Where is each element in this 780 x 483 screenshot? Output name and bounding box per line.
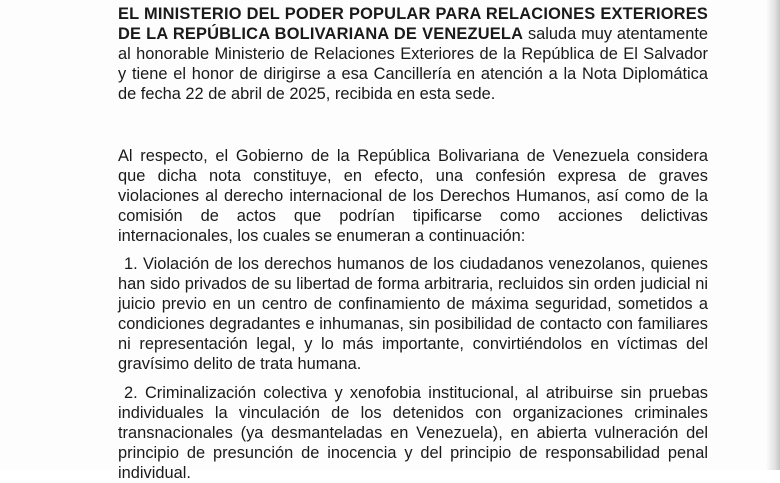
page-edge-shadow bbox=[766, 0, 780, 470]
list-item-number: 2. bbox=[124, 384, 138, 402]
opening-paragraph bbox=[118, 4, 708, 104]
list-item-text: Criminalización colectiva y xenofobia institucional, al atribuirse sin pruebas individuales la vinculación de los detenidos con organizaciones criminales transnacionales (ya desmanteladas en Venezuela), en abierta vulneración del principio de presunción de inocencia y del principio de responsabilidad penal individual. bbox=[118, 384, 708, 482]
list-item bbox=[118, 383, 708, 483]
list-item bbox=[118, 254, 708, 374]
ministry-name: EL MINISTERIO DEL PODER POPULAR PARA RELACIONES EXTERIORES DE LA REPÚBLICA BOLIVARIANA DE VENEZUELA bbox=[118, 5, 708, 43]
list-item-text: Violación de los derechos humanos de los ciudadanos venezolanos, quienes han sido privados de su libertad de forma arbitraria, recluidos sin orden judicial ni juicio previo en un centro de confinamiento de máxima seguridad, sometidos a condiciones degradantes e inhumanas, sin posibilidad de contacto con familiares ni representación legal, y lo más importante, convirtiéndolos en víctimas del gravísimo delito de trata humana. bbox=[118, 255, 708, 373]
context-paragraph: Al respecto, el Gobierno de la República Bolivariana de Venezuela considera que dicha nota constituye, en efecto, una confesión expresa de graves violaciones al derecho internacional de los Derechos Humanos, así como de la comisión de actos que podrían tipificarse como acciones delictivas internacionales, los cuales se enumeran a continuación: bbox=[118, 147, 708, 245]
opening-text: saluda muy atentamente al honorable Ministerio de Relaciones Exteriores de la República de El Salvador y tiene el honor de dirigirse a esa Cancillería en atención a la Nota Diplomática de fecha 22 de abril de 2025, recibida en esta sede. bbox=[118, 25, 708, 103]
list-item-number: 1. bbox=[124, 255, 138, 273]
